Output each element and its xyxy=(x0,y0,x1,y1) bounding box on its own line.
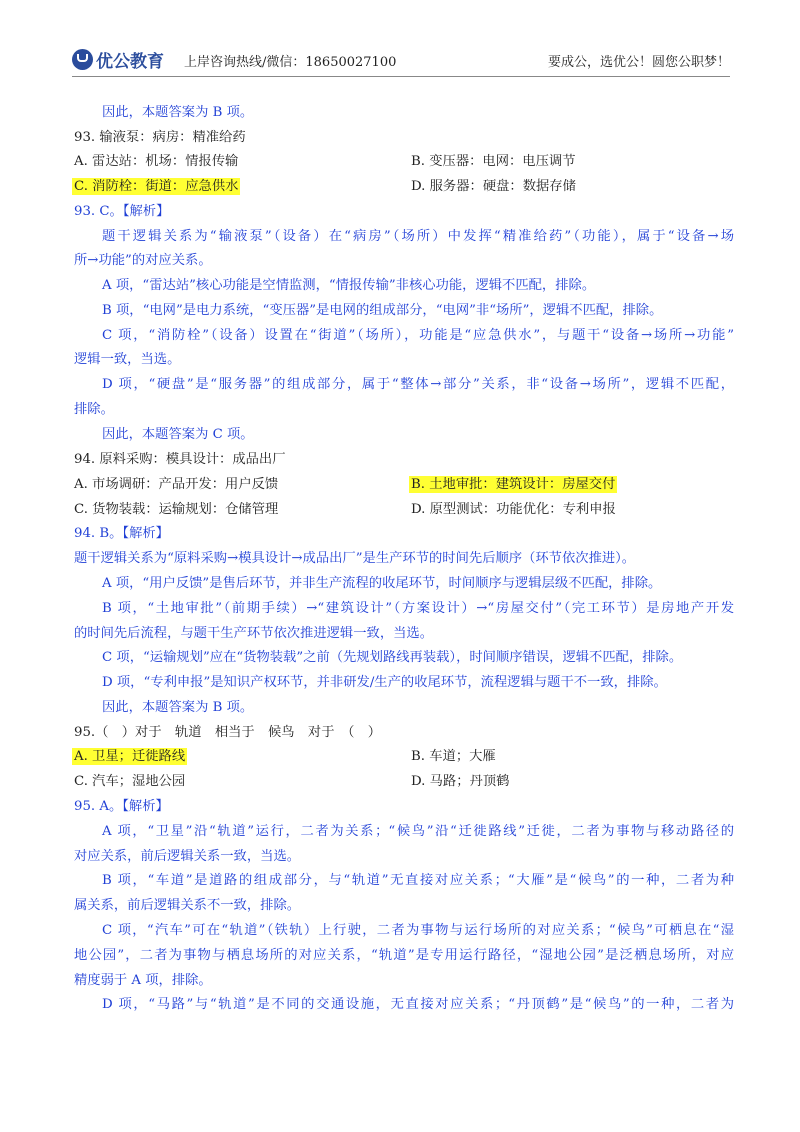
option-93-a: A. 雷达站：机场：情报传输 xyxy=(74,154,239,169)
answer-highlight: C. 消防栓：街道：应急供水 xyxy=(74,179,239,194)
option-95-c: C. 汽车；湿地公园 xyxy=(74,774,186,789)
answer-highlight: B. 土地审批：建筑设计：房屋交付 xyxy=(411,477,616,492)
logo-icon xyxy=(72,49,93,70)
analysis-95-heading: 95. A。【解析】 xyxy=(74,799,169,814)
analysis-95-c: C 项，“汽车”可在“轨道”（铁轨）上行驶，二者为事物与运行场所的对应关系；“候鸟”可栖息在“湿 xyxy=(102,923,734,938)
analysis-94-c: C 项，“运输规划”应在“货物装载”之前（先规划路线再装载），时间顺序错误，逻辑不匹配，排除。 xyxy=(102,650,683,665)
analysis-95-a-cont: 对应关系，前后逻辑关系一致，当选。 xyxy=(74,849,301,864)
option-93-d: D. 服务器：硬盘：数据存储 xyxy=(411,179,576,194)
conclusion-92: 因此，本题答案为 B 项。 xyxy=(102,105,254,120)
hotline-text: 上岸咨询热线/微信：18650027100 xyxy=(184,55,397,70)
analysis-94-p1: 题干逻辑关系为“原料采购→模具设计→成品出厂”是生产环节的时间先后顺序（环节依次推进）。 xyxy=(74,551,636,566)
analysis-95-d: D 项，“马路”与“轨道”是不同的交通设施，无直接对应关系；“丹顶鹤”是“候鸟”的一种，二者为 xyxy=(102,997,734,1012)
analysis-95-b: B 项，“车道”是道路的组成部分，与“轨道”无直接对应关系；“大雁”是“候鸟”的一种，二者为种 xyxy=(102,873,734,888)
option-94-b xyxy=(411,476,617,494)
analysis-93-c: C 项，“消防栓”（设备）设置在“街道”（场所），功能是“应急供水”，与题干“设备→场所→功能” xyxy=(102,328,734,343)
analysis-93-p1: 题干逻辑关系为“输液泵”（设备）在“病房”（场所）中发挥“精准给药”（功能），属于“设备→场 xyxy=(102,229,734,244)
question-93-stem: 93. 输液泵：病房：精准给药 xyxy=(74,130,246,145)
logo-text: 优公教育 xyxy=(96,52,164,72)
analysis-94-heading: 94. B。【解析】 xyxy=(74,526,169,541)
page-header xyxy=(72,44,730,77)
question-95-stem: 95.（ ）对于 轨道 相当于 候鸟 对于 （ ） xyxy=(74,725,382,740)
logo xyxy=(72,47,164,72)
slogan-text: 要成公，选优公！圆您公职梦！ xyxy=(547,55,730,70)
analysis-94-d: D 项，“专利申报”是知识产权环节，并非研发/生产的收尾环节，流程逻辑与题干不一致，排除。 xyxy=(102,675,667,690)
option-94-d: D. 原型测试：功能优化：专利申报 xyxy=(411,502,616,517)
analysis-94-b-cont: 的时间先后流程，与题干生产环节依次推进逻辑一致，当选。 xyxy=(74,626,434,641)
analysis-95-c-cont: 地公园”，二者为事物与栖息场所的对应关系，“轨道”是专用运行路径，“湿地公园”是泛栖息场所，对应 xyxy=(74,948,734,963)
analysis-93-d-cont: 排除。 xyxy=(74,402,114,417)
analysis-95-a: A 项，“卫星”沿“轨道”运行，二者为关系；“候鸟”沿“迁徙路线”迁徙，二者为事物与移动路径的 xyxy=(102,824,734,839)
option-93-c xyxy=(74,178,240,196)
analysis-95-b-cont: 属关系，前后逻辑关系不一致，排除。 xyxy=(74,898,301,913)
analysis-94-a: A 项，“用户反馈”是售后环节，并非生产流程的收尾环节，时间顺序与逻辑层级不匹配，排除。 xyxy=(102,576,662,591)
analysis-93-c-cont: 逻辑一致，当选。 xyxy=(74,352,181,367)
option-95-a xyxy=(74,748,187,766)
analysis-93-d: D 项，“硬盘”是“服务器”的组成部分，属于“整体→部分”关系，非“设备→场所”，逻辑不匹配， xyxy=(102,377,734,392)
analysis-94-b: B 项，“土地审批”（前期手续）→“建筑设计”（方案设计）→“房屋交付”（完工环节）是房地产开发 xyxy=(102,601,734,616)
analysis-93-a: A 项，“雷达站”核心功能是空情监测，“情报传输”非核心功能，逻辑不匹配，排除。 xyxy=(102,278,596,293)
option-95-d: D. 马路；丹顶鹤 xyxy=(411,774,510,789)
option-95-b: B. 车道；大雁 xyxy=(411,749,496,764)
analysis-93-p1-cont: 所→功能”的对应关系。 xyxy=(74,253,212,268)
option-94-a: A. 市场调研：产品开发：用户反馈 xyxy=(74,477,279,492)
question-94-stem: 94. 原料采购：模具设计：成品出厂 xyxy=(74,452,286,467)
analysis-93-heading: 93. C。【解析】 xyxy=(74,204,170,219)
conclusion-94: 因此，本题答案为 B 项。 xyxy=(102,700,254,715)
analysis-95-c-cont2: 精度弱于 A 项，排除。 xyxy=(74,973,212,988)
option-93-b: B. 变压器：电网：电压调节 xyxy=(411,154,576,169)
answer-highlight: A. 卫星；迁徙路线 xyxy=(74,749,186,764)
option-94-c: C. 货物装载：运输规划：仓储管理 xyxy=(74,502,279,517)
analysis-93-b: B 项，“电网”是电力系统，“变压器”是电网的组成部分，“电网”非“场所”，逻辑不匹配，排除。 xyxy=(102,303,663,318)
conclusion-93: 因此，本题答案为 C 项。 xyxy=(102,427,254,442)
